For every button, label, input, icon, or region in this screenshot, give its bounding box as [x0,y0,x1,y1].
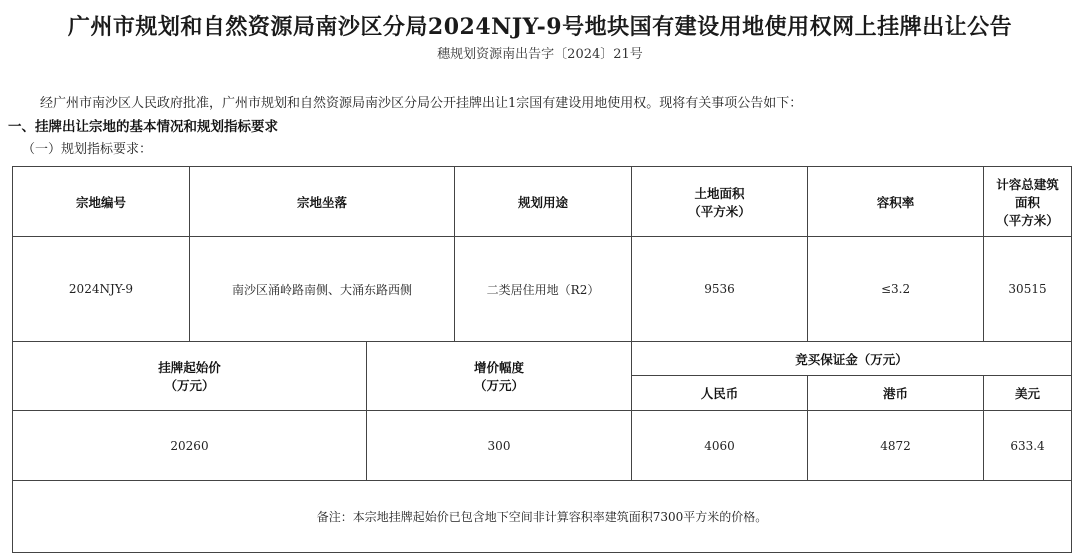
header-gfa: 计容总建筑 面积 （平方米） [984,167,1072,237]
cell-gfa: 30515 [984,237,1072,342]
section-heading: 一、挂牌出让宗地的基本情况和规划指标要求 [8,119,278,135]
header-start-price: 挂牌起始价 （万元） [13,342,367,411]
cell-land-use: 二类居住用地（R2） [455,237,632,342]
cell-usd: 633.4 [984,411,1072,481]
subsection-heading: （一）规划指标要求： [22,142,153,157]
table-note: 备注：本宗地挂牌起始价已包含地下空间非计算容积率建筑面积7300平方米的价格。 [13,481,1072,553]
header-land-use: 规划用途 [455,167,632,237]
header-far: 容积率 [808,167,984,237]
table-row [13,237,1072,342]
header-deposit: 竞买保证金（万元） [632,342,1072,376]
cell-increment: 300 [367,411,632,481]
header-row [13,167,1072,237]
document-number: 穗规划资源南出告字〔2024〕21号 [437,47,643,62]
header-parcel-no: 宗地编号 [13,167,190,237]
note-row [13,481,1072,553]
cell-rmb: 4060 [632,411,808,481]
cell-hkd: 4872 [808,411,984,481]
cell-land-area: 9536 [632,237,808,342]
intro-paragraph: 经广州市南沙区人民政府批准，广州市规划和自然资源局南沙区分局公开挂牌出让1宗国有建设用地使用权。现将有关事项公告如下： [40,96,803,111]
cell-far: ≤3.2 [808,237,984,342]
header-location: 宗地坐落 [190,167,455,237]
planning-indicators-table [12,166,1072,553]
page-title: 广州市规划和自然资源局南沙区分局2024NJY-9号地块国有建设用地使用权网上挂牌出让公告 [67,14,1013,40]
header-usd: 美元 [984,376,1072,411]
cell-parcel-no: 2024NJY-9 [13,237,190,342]
cell-start-price: 20260 [13,411,367,481]
header-increment: 增价幅度 （万元） [367,342,632,411]
price-header-row [13,342,1072,376]
header-land-area: 土地面积 （平方米） [632,167,808,237]
table-row [13,411,1072,481]
header-rmb: 人民币 [632,376,808,411]
cell-location: 南沙区涌岭路南侧、大涌东路西侧 [190,237,455,342]
header-hkd: 港币 [808,376,984,411]
